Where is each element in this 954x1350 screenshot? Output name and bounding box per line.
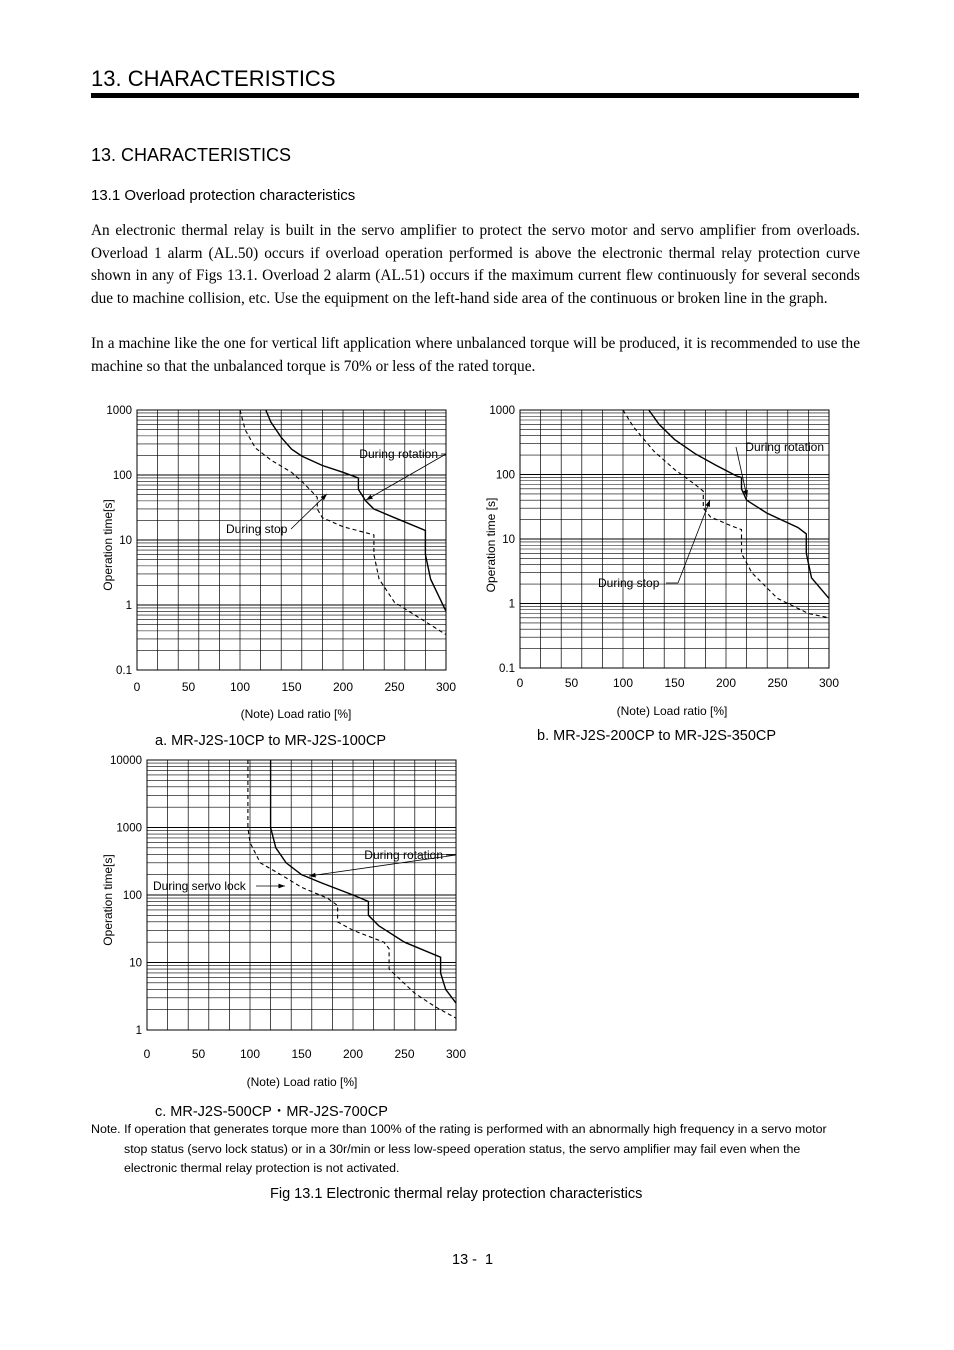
y-tick-label: 10000 — [110, 755, 142, 767]
x-axis-label: (Note) Load ratio [%] — [616, 704, 728, 718]
figure-caption: Fig 13.1 Electronic thermal relay protection characteristics — [270, 1186, 643, 1202]
annotation-label: During rotation — [359, 447, 438, 461]
annotation-arrowhead — [278, 884, 285, 889]
note-line-1 — [91, 1120, 871, 1140]
y-tick-label: 1 — [135, 1025, 142, 1037]
section-title: 13. CHARACTERISTICS — [91, 145, 292, 165]
y-tick-label: 10 — [129, 957, 142, 970]
y-axis-label: Operation time [s] — [484, 497, 498, 593]
x-tick-label: 150 — [291, 1047, 312, 1061]
x-tick-label: 200 — [342, 1047, 364, 1061]
note-line-3: electronic thermal relay protection is not activated. — [124, 1161, 400, 1176]
x-tick-label: 0 — [133, 680, 141, 694]
note-block — [91, 1120, 871, 1179]
y-tick-label: 100 — [495, 469, 515, 482]
x-axis-label: (Note) Load ratio [%] — [240, 707, 352, 721]
x-tick-label: 100 — [239, 1047, 261, 1061]
series-during-rotation — [271, 760, 456, 1003]
x-tick-label: 50 — [191, 1047, 206, 1061]
paragraph-vertical-lift: In a machine like the one for vertical lift application where unbalanced torque will be produced, it is recommended to use the machine so that the unbalanced torque is 70% or less of the rated torque. — [91, 335, 860, 375]
x-tick-label: 250 — [384, 680, 405, 694]
x-tick-label: 150 — [664, 676, 685, 690]
y-tick-label: 10 — [119, 535, 132, 547]
page-number: 13 - 1 — [452, 1252, 494, 1268]
x-tick-label: 300 — [445, 1047, 467, 1061]
chart-b-caption: b. MR-J2S-200CP to MR-J2S-350CP — [537, 728, 777, 744]
series-during-servo-lock — [248, 760, 456, 1018]
x-tick-label: 300 — [435, 680, 457, 694]
x-tick-label: 50 — [564, 676, 579, 690]
x-tick-label: 0 — [516, 676, 524, 690]
x-tick-label: 250 — [394, 1047, 415, 1061]
x-tick-label: 150 — [281, 680, 302, 694]
x-tick-label: 200 — [332, 680, 354, 694]
annotation-label: During stop — [226, 522, 288, 536]
y-tick-label: 1 — [508, 598, 515, 611]
y-tick-label: 1000 — [116, 822, 142, 835]
note-label: Note. — [91, 1122, 121, 1136]
x-axis-label: (Note) Load ratio [%] — [246, 1075, 358, 1089]
x-tick-label: 0 — [143, 1047, 151, 1061]
x-tick-label: 100 — [229, 680, 251, 694]
y-tick-label: 1000 — [106, 405, 132, 417]
annotation-label: During stop — [598, 576, 660, 590]
y-tick-label: 100 — [112, 470, 132, 482]
y-axis-label: Operation time[s] — [101, 499, 115, 591]
chart-a-caption: a. MR-J2S-10CP to MR-J2S-100CP — [155, 733, 387, 749]
annotation-label: During servo lock — [153, 879, 246, 893]
x-tick-label: 50 — [181, 680, 196, 694]
x-tick-label: 200 — [715, 676, 737, 690]
y-tick-label: 10 — [502, 534, 515, 546]
annotation-arrowhead — [309, 873, 316, 878]
note-line-2: stop status (servo lock status) or in a 30r/min or less low-speed operation status, the servo amplifier may fail even when the — [124, 1141, 801, 1156]
annotation-label: During rotation — [745, 440, 824, 454]
y-tick-label: 0.1 — [499, 663, 515, 675]
subsection-title: 13.1 Overload protection characteristics — [91, 187, 356, 204]
annotation-label: During rotation — [364, 848, 443, 862]
y-tick-label: 100 — [122, 890, 142, 902]
page-header-title: 13. CHARACTERISTICS — [91, 66, 336, 91]
y-tick-label: 0.1 — [116, 665, 132, 677]
x-tick-label: 250 — [767, 676, 788, 690]
y-axis-label: Operation time[s] — [101, 854, 115, 946]
note-text-1: If operation that generates torque more than 100% of the rating is performed with an abnormally high frequency in a servo motor — [124, 1122, 827, 1136]
x-tick-label: 300 — [818, 676, 840, 690]
y-tick-label: 1000 — [489, 405, 515, 417]
y-tick-label: 1 — [125, 600, 132, 612]
paragraph-overload-description: An electronic thermal relay is built in the servo amplifier to protect the servo motor and servo amplifier from overloads. Overload 1 alarm (AL.50) occurs if overload operation performed is above the electronic thermal relay protection curve shown in any of Figs 13.1. Overload 2 alarm (AL.51) occurs if the maximum current flew continuously for several seconds due to machine collision, etc. Use the equipment on the left-hand side area of the continuous or broken line in the graph. — [91, 222, 860, 307]
chart-c-caption: c. MR-J2S-500CP・MR-J2S-700CP — [155, 1104, 388, 1120]
x-tick-label: 100 — [612, 676, 634, 690]
